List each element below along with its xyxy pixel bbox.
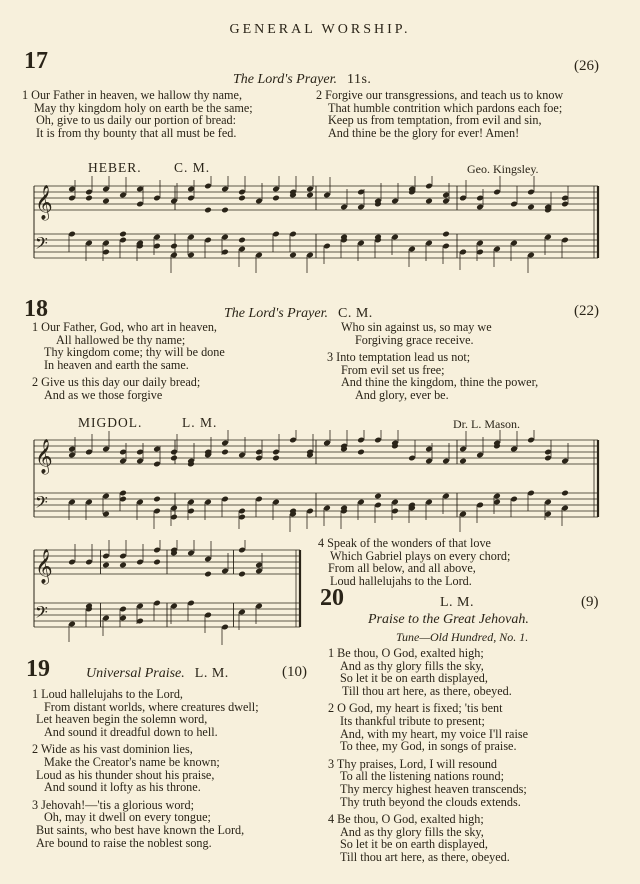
hymn-17-heading (233, 70, 371, 88)
verse-line: But saints, who best have known the Lord, (36, 822, 245, 837)
verse-line: Thy kingdom come; thy will be done (44, 345, 225, 360)
hymn-18-ref: (22) (574, 303, 599, 319)
verse-line: Till thou art here, as there, obeyed. (342, 683, 512, 698)
stanza (328, 702, 610, 752)
tune-heber-composer: Geo. Kingsley. (467, 162, 539, 176)
verse-line: 1 Be thou, O God, exalted high; (328, 646, 484, 660)
hymn-17-meter: 11s. (346, 72, 372, 87)
verse-line: Oh, may it dwell on every tongue; (44, 810, 211, 825)
verse-line: Are bound to raise the noblest song. (36, 835, 212, 850)
hymn-20-verses (328, 647, 610, 864)
tune-migdol-meter: L. M. (182, 415, 218, 430)
verse-line: And as we those forgive (44, 387, 163, 402)
verse-line: 1 Loud hallelujahs to the Lord, (32, 687, 183, 701)
verse-line: All hallowed be thy name; (56, 332, 186, 347)
verse-line: 4 Speak of the wonders of that love (318, 536, 491, 550)
verse-line: In heaven and earth the same. (44, 357, 189, 372)
svg-text:𝄢: 𝄢 (35, 602, 48, 626)
tune-migdol-name: MIGDOL. (78, 415, 143, 430)
hymn-19-heading (86, 664, 229, 682)
verse-line: Its thankful tribute to present; (340, 713, 485, 728)
verse-line: 1 Our Father in heaven, we hallow thy name, (22, 88, 242, 102)
music-notation-icon (28, 430, 602, 535)
hymn-20-title: Praise to the Great Jehovah. (368, 612, 529, 627)
hymn-20-meter: L. M. (440, 595, 474, 610)
verse-line: 3 Into temptation lead us not; (327, 350, 471, 365)
verse-line: From distant worlds, where creatures dwell; (44, 699, 259, 714)
verse-line: So let it be on earth displayed, (340, 837, 488, 852)
svg-text:𝄢: 𝄢 (35, 233, 48, 257)
hymn-17-ref: (26) (574, 58, 599, 74)
hymn-19-number: 19 (26, 656, 50, 682)
verse-line: Oh, give to us daily our portion of bread: (36, 113, 237, 128)
hymn-17-left-verse (22, 89, 306, 139)
verse-line: And as thy glory fills the sky, (340, 658, 484, 673)
svg-text:𝄞: 𝄞 (35, 185, 53, 220)
verse-line: Till thou art here, as there, obeyed. (340, 849, 510, 864)
hymn-19-meter: L. M. (194, 666, 229, 681)
stanza (328, 813, 610, 863)
music-notation-icon (28, 540, 304, 645)
svg-text:𝄢: 𝄢 (35, 492, 48, 516)
hymn-18-right-verse (327, 321, 607, 402)
music-notation-icon (28, 176, 602, 276)
verse-line: 2 Forgive our transgressions, and teach us to know (316, 88, 564, 102)
verse-line: 3 Thy praises, Lord, I will resound (328, 756, 498, 771)
verse-line: To all the listening nations round; (340, 769, 504, 784)
hymn-18-number: 18 (24, 296, 48, 322)
hymn-18-meter: C. M. (337, 306, 373, 321)
hymn-17-right-verse (316, 89, 606, 139)
verse-line: And sound it dreadful down to hell. (44, 724, 218, 739)
verse-line: And thine be the glory for ever! Amen! (328, 125, 520, 140)
verse-line: It is from thy bounty that all must be fed. (36, 125, 237, 140)
verse-line: Thy mercy highest heaven transcends; (340, 781, 527, 796)
hymn-17-title: The Lord's Prayer. (233, 72, 337, 87)
stanza (328, 647, 610, 697)
stanza (32, 743, 312, 793)
stanza (32, 799, 312, 849)
verse-line: To thee, my God, in songs of praise. (340, 739, 517, 754)
verse-line: Loud hallelujahs to the Lord. (330, 573, 472, 588)
svg-text:𝄞: 𝄞 (35, 549, 53, 584)
verse-line: Forgiving grace receive. (355, 332, 474, 347)
verse-line: And as thy glory fills the sky, (340, 824, 484, 839)
verse-line: 3 Jehovah!—'tis a glorious word; (32, 797, 194, 812)
hymn-19-ref: (10) (282, 664, 307, 680)
hymn-19-title: Universal Praise. (86, 666, 185, 681)
tune-migdol-composer: Dr. L. Mason. (453, 417, 520, 431)
verse-line: And glory, ever be. (355, 387, 449, 402)
hymn-17-number: 17 (24, 48, 48, 74)
svg-text:𝄞: 𝄞 (35, 439, 53, 474)
verse-line: Keep us from temptation, from evil and sin, (328, 113, 542, 128)
verse-line: Let heaven begin the solemn word, (36, 712, 208, 727)
verse-line: That humble contrition which pardons each foe; (328, 100, 563, 115)
stanza (32, 688, 312, 738)
hymn-20-tune: Tune—Old Hundred, No. 1. (396, 630, 529, 644)
verse-line: From all below, and all above, (328, 561, 476, 576)
hymn-19-verses (32, 688, 312, 849)
hymn-18-left-verse (32, 321, 308, 402)
stanza (328, 758, 610, 808)
verse-line: 2 Wide as his vast dominion lies, (32, 742, 193, 757)
verse-line: May thy kingdom holy on earth be the same; (34, 100, 253, 115)
verse-line: 4 Be thou, O God, exalted high; (328, 812, 484, 827)
verse-line: 1 Our Father, God, who art in heaven, (32, 320, 217, 334)
verse-line: Who sin against us, so may we (341, 320, 492, 334)
tune-heber-meter: C. M. (174, 160, 211, 175)
hymn-20-ref: (9) (581, 594, 599, 610)
hymn-18-title: The Lord's Prayer. (224, 306, 328, 321)
hymn-19-stanza-4 (318, 537, 608, 587)
tune-migdol-score-1 (28, 430, 602, 535)
tune-migdol-score-2 (28, 540, 304, 645)
verse-line: Thy truth beyond the clouds extends. (340, 794, 521, 809)
verse-line: From evil set us free; (341, 362, 445, 377)
tune-heber-score (28, 176, 602, 276)
verse-line: And, with my heart, my voice I'll raise (340, 726, 529, 741)
verse-line: And thine the kingdom, thine the power, (341, 375, 539, 390)
verse-line: 2 O God, my heart is fixed; 'tis bent (328, 701, 503, 716)
verse-line: So let it be on earth displayed, (340, 671, 488, 686)
verse-line: Make the Creator's name be known; (44, 754, 220, 769)
verse-line: Loud as his thunder shout his praise, (36, 767, 215, 782)
running-head: GENERAL WORSHIP. (229, 22, 411, 37)
tune-heber-name: HEBER. (88, 160, 142, 175)
verse-line: 2 Give us this day our daily bread; (32, 375, 201, 390)
hymn-20-number: 20 (320, 585, 344, 611)
verse-line: And sound it lofty as his throne. (44, 780, 201, 795)
verse-line: Which Gabriel plays on every chord; (330, 548, 511, 563)
